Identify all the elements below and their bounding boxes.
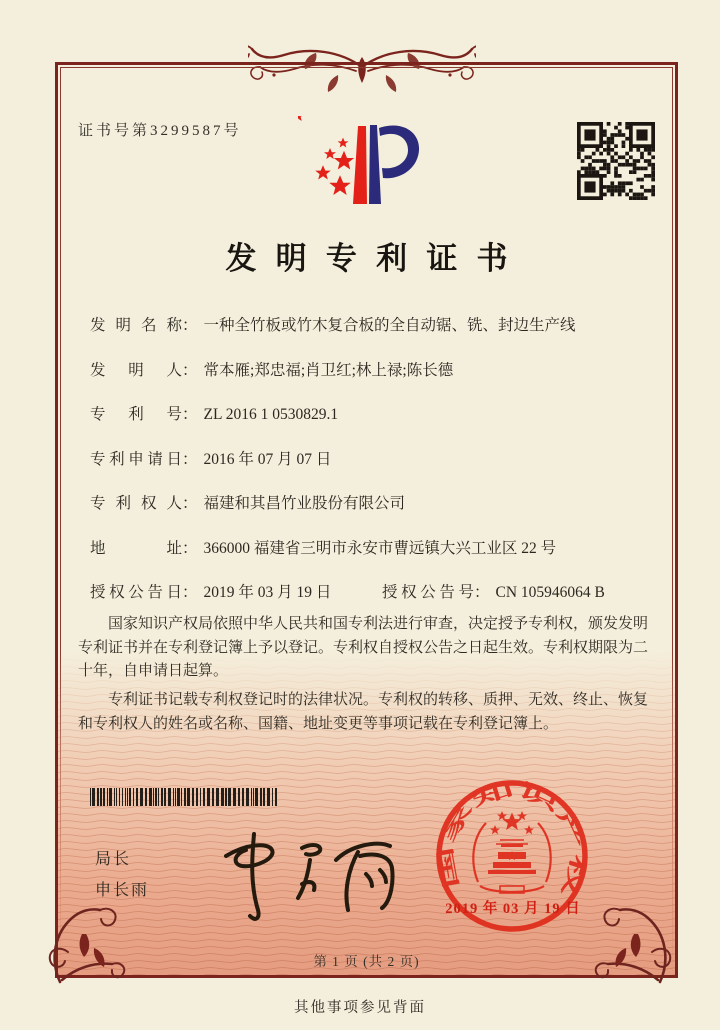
field-value: 常本雁;郑忠福;肖卫红;林上禄;陈长德 <box>203 361 454 379</box>
field-value: 366000 福建省三明市永安市曹远镇大兴工业区 22 号 <box>203 539 557 557</box>
legal-paragraph-1: 国家知识产权局依照中华人民共和国专利法进行审查，决定授予专利权，颁发发明专利证书并在专利登记簿上予以登记。专利权自授权公告之日起生效。专利权期限为二十年，自申请日起算。 <box>78 616 649 680</box>
field-label: 专利权人 <box>90 495 182 512</box>
grant-date-field: 授权公告日 ： 2019 年 03 月 19 日 <box>90 581 382 604</box>
back-side-note: 其他事项参见背面 <box>294 1000 426 1016</box>
field-label: 授权公告号 <box>382 584 474 601</box>
field-row-invention-name: 发明名称 ： 一种全竹板或竹木复合板的全自动锯、铣、封边生产线 <box>90 314 638 337</box>
cnipa-logo-icon <box>298 116 432 218</box>
seal-circular-text: 国家知识产权局 <box>437 779 590 890</box>
field-row-patent-number: 专利号 ： ZL 2016 1 0530829.1 <box>90 403 638 426</box>
field-label: 发明名称 <box>90 317 182 334</box>
field-label: 地址 <box>90 539 182 557</box>
field-row-grant <box>90 581 638 604</box>
barcode-icon <box>90 788 282 806</box>
field-row-address: 地址 ： 366000 福建省三明市永安市曹远镇大兴工业区 22 号 <box>90 537 638 560</box>
field-value: ZL 2016 1 0530829.1 <box>203 406 339 423</box>
certificate-number: 证书号第3299587号 <box>78 123 242 139</box>
field-value: 2019 年 03 月 19 日 <box>203 584 332 601</box>
field-label: 专利申请日 <box>90 450 182 468</box>
seal-date: 2019 年 03 月 19 日 <box>445 901 581 917</box>
signer-name: 申长雨 <box>95 882 150 899</box>
field-label: 发明人 <box>90 361 182 379</box>
signer-block <box>95 844 149 906</box>
signer-title: 局长 <box>95 851 132 868</box>
field-value: 福建和其昌竹业股份有限公司 <box>203 495 406 512</box>
page-number: 第 1 页 (共 2 页) <box>313 954 420 969</box>
bottom-right-corner-ornament <box>582 890 678 986</box>
field-label: 专利号 <box>90 406 182 423</box>
field-value: CN 105946064 B <box>495 584 605 601</box>
field-row-filing-date: 专利申请日 ： 2016 年 07 月 07 日 <box>90 448 638 471</box>
patent-fields <box>90 314 638 626</box>
director-signature-handwriting <box>198 826 402 926</box>
legal-paragraph-2: 专利证书记载专利权登记时的法律状况。专利权的转移、质押、无效、终止、恢复和专利权人的姓名或名称、国籍、地址变更等事项记载在专利登记簿上。 <box>78 692 649 732</box>
field-row-inventors: 发明人 ： 常本雁;郑忠福;肖卫红;林上禄;陈长德 <box>90 359 638 382</box>
field-value: 2016 年 07 月 07 日 <box>203 450 332 468</box>
field-row-patentee: 专利权人 ： 福建和其昌竹业股份有限公司 <box>90 492 638 515</box>
svg-text:国家知识产权局 <box>434 777 591 901</box>
legal-text <box>78 613 648 741</box>
field-value: 一种全竹板或竹木复合板的全自动锯、铣、封边生产线 <box>203 317 576 334</box>
field-label: 授权公告日 <box>90 584 182 601</box>
grant-number-field: 授权公告号 ： CN 105946064 B <box>382 581 605 604</box>
qr-code-icon <box>577 122 655 200</box>
certificate-title: 发明专利证书 <box>225 241 527 276</box>
